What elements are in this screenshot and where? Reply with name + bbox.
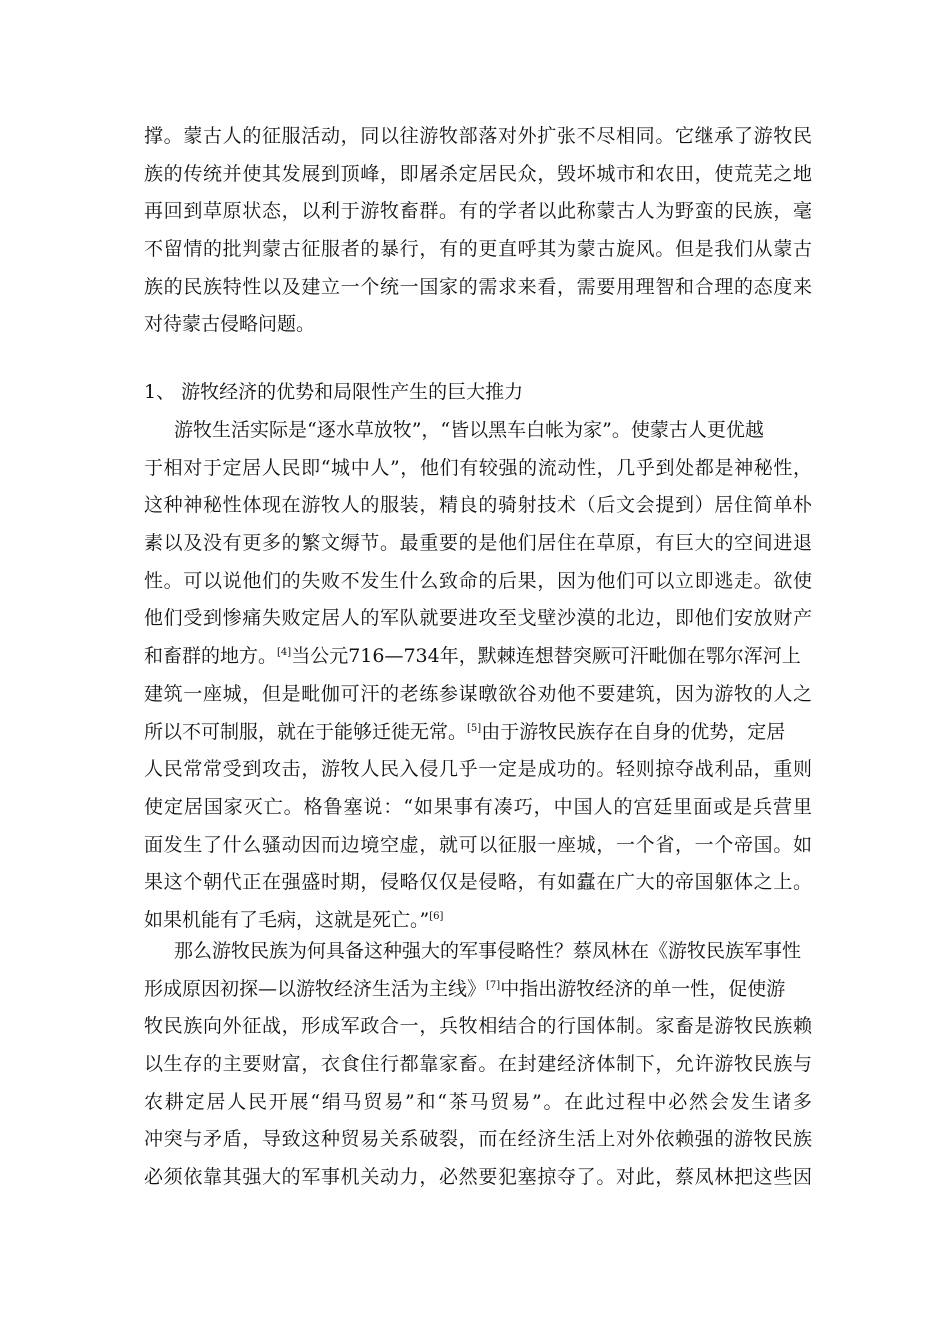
text-line: 再回到草原状态，以利于游牧畜群。有的学者以此称蒙古人为野蛮的民族，毫 [144, 200, 812, 223]
text-line: 于相对于定居人民即“城中人”，他们有较强的流动性，几乎到处都是神秘性， [144, 456, 812, 479]
text-line: 不留情的批判蒙古征服者的暴行，有的更直呼其为蒙古旋风。但是我们从蒙古 [144, 238, 812, 261]
section-heading-block [144, 374, 812, 412]
section-heading: 1、 游牧经济的优势和局限性产生的巨大推力 [144, 381, 524, 403]
text-line: 使定居国家灭亡。格鲁塞说：“如果事有凑巧，中国人的宫廷里面或是兵营里 [144, 795, 812, 818]
footnote-marker: [7] [486, 979, 501, 991]
text-segment: 中指出游牧经济的单一性，促使游 [500, 977, 786, 1000]
text-segment: 当公元716—734年，默棘连想替突厥可汗毗伽在鄂尔浑河上 [291, 645, 801, 668]
text-line: 建筑一座城，但是毗伽可汗的老练参谋暾欲谷劝他不要建筑，因为游牧的人之 [144, 682, 812, 705]
text-segment: 如果机能有了毛病，这就是死亡。” [144, 908, 430, 931]
footnote-marker: [6] [429, 910, 444, 922]
text-segment: 所以不可制服，就在于能够迁徙无常。 [144, 720, 468, 743]
text-line: 果这个朝代正在强盛时期，侵略仅仅是侵略，有如蠹在广大的帝国躯体之上。 [144, 871, 812, 894]
text-line: 那么游牧民族为何具备这种强大的军事侵略性？蔡凤林在《游牧民族军事性 [174, 940, 802, 962]
footnote-marker: [5] [467, 722, 482, 734]
paragraph-2 [144, 412, 812, 940]
text-line: 对待蒙古侵略问题。 [144, 313, 316, 336]
text-line: 人民常常受到攻击，游牧人民入侵几乎一定是成功的。轻则掠夺战利品，重则 [144, 758, 812, 781]
text-line: 撑。蒙古人的征服活动，同以往游牧部落对外扩张不尽相同。它继承了游牧民 [144, 125, 812, 147]
text-line: 以生存的主要财富，衣食住行都靠家畜。在封建经济体制下，允许游牧民族与 [144, 1053, 812, 1076]
text-line: 冲突与矛盾，导致这种贸易关系破裂，而在经济生活上对外依赖强的游牧民族 [144, 1128, 812, 1151]
text-line: 面发生了什么骚动因而边境空虚，就可以征服一座城，一个省，一个帝国。如 [144, 833, 812, 856]
text-line: 族的民族特性以及建立一个统一国家的需求来看，需要用理智和合理的态度来 [144, 275, 812, 298]
text-line [144, 971, 812, 1009]
text-line: 游牧生活实际是“逐水草放牧”，“皆以黑车白帐为家”。使蒙古人更优越 [174, 419, 764, 441]
text-line: 农耕定居人民开展“绢马贸易”和“茶马贸易”。在此过程中必然会发生诸多 [144, 1090, 812, 1113]
paragraph-3 [144, 933, 812, 1197]
text-line: 必须依靠其强大的军事机关动力，必然要犯塞掠夺了。对此，蔡凤林把这些因 [144, 1166, 812, 1189]
text-segment: 形成原因初探—以游牧经济生活为主线》 [144, 977, 487, 1000]
text-line: 他们受到惨痛失败定居人的军队就要进攻至戈壁沙漠的北边，即他们安放财产 [144, 607, 812, 630]
text-line [144, 638, 812, 676]
text-line: 族的传统并使其发展到顶峰，即屠杀定居民众，毁坏城市和农田，使荒芜之地 [144, 162, 812, 185]
text-segment: 和畜群的地方。 [144, 645, 278, 668]
paragraph-1 [144, 118, 812, 344]
text-line [144, 714, 812, 752]
text-line: 素以及没有更多的繁文缛节。最重要的是他们居住在草原，有巨大的空间进退 [144, 532, 812, 555]
text-segment: 由于游牧民族存在自身的优势，定居 [481, 720, 786, 743]
text-line: 性。可以说他们的失败不发生什么致命的后果，因为他们可以立即逃走。欲使 [144, 569, 812, 592]
text-line: 这种神秘性体现在游牧人的服装，精良的骑射技术（后文会提到）居住简单朴 [144, 494, 812, 517]
footnote-marker: [4] [277, 647, 292, 659]
text-line: 牧民族向外征战，形成军政合一，兵牧相结合的行国体制。家畜是游牧民族赖 [144, 1015, 812, 1038]
